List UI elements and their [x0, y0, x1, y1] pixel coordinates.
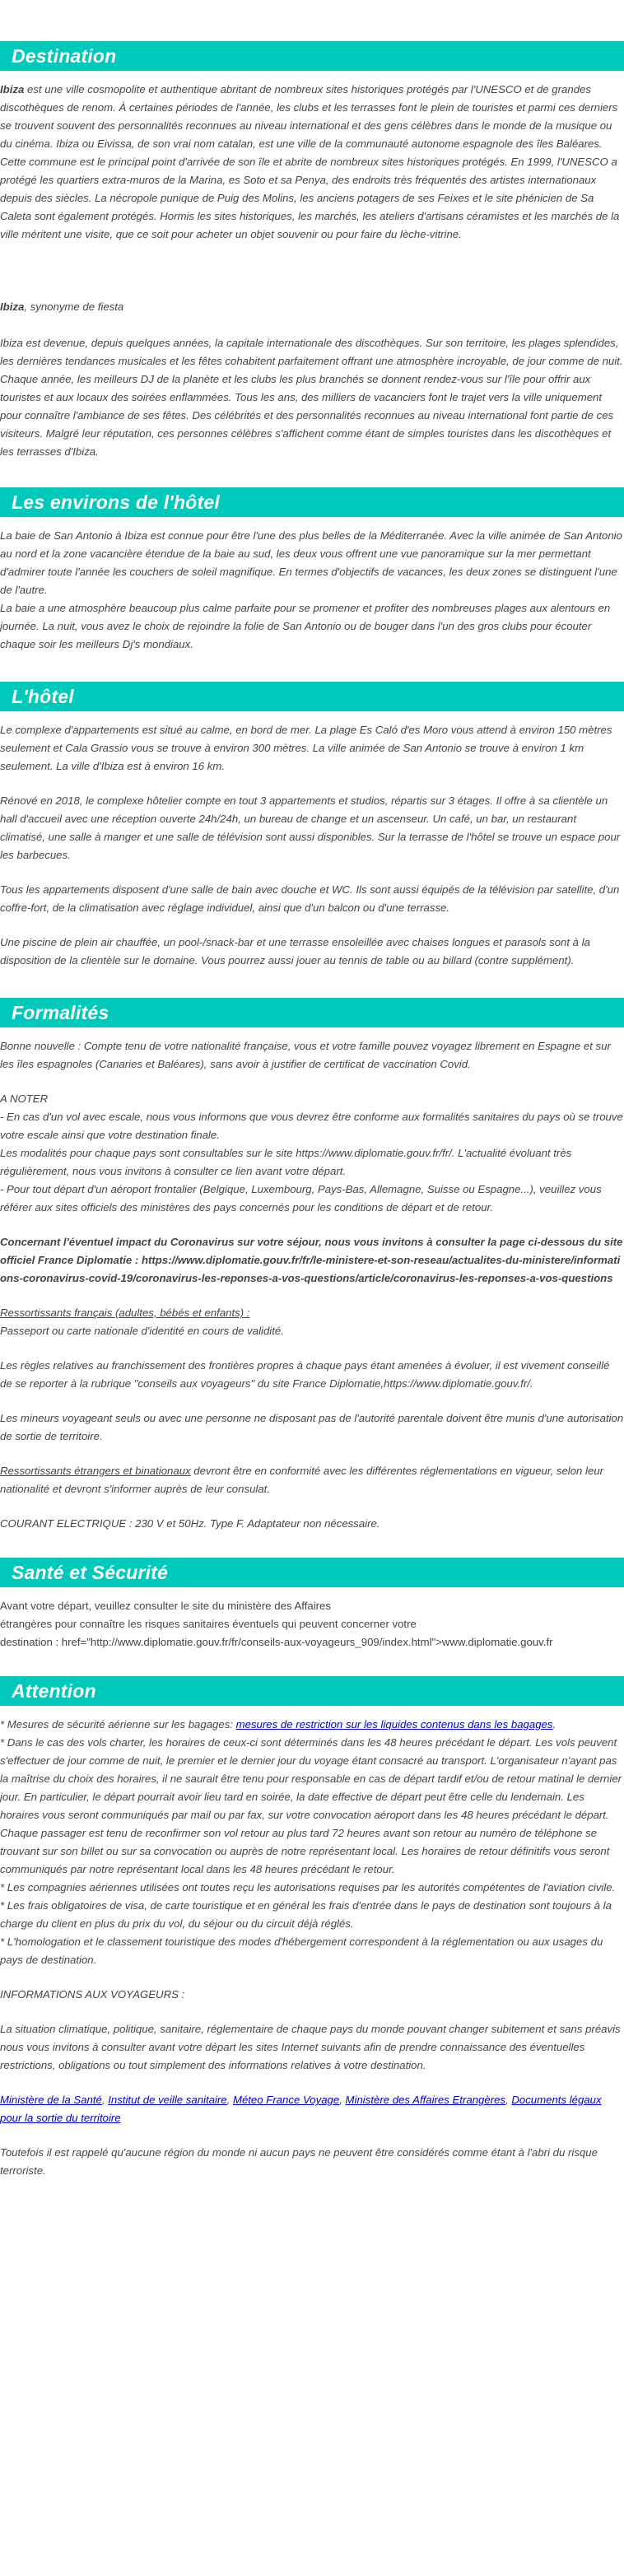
- paragraph: Toutefois il est rappelé qu'aucune région du monde ni aucun pays ne peuvent être considérés comme étant à l'abri du risque terroriste.: [0, 2146, 598, 2177]
- section-formalites: [0, 970, 624, 1533]
- section-banner-hotel: [0, 682, 624, 711]
- measure-item: * Dans le cas des vols charter, les horaires de ceux-ci sont déterminés dans les 48 heures précédant le départ. Les vols peuvent s'effectuer de jour comme de nuit, le premier et le dernier jour du voyage étant consacré au transport. L'organisateur n'ayant pas la maîtrise du choix des horaires, il ne saurait être tenu pour responsable en cas de départ tardif et/ou de retour matinal le dernier jour. En particulier, le départ pourrait avoir lieu tard en soirée, la date effective de départ peut être celle du lendemain. Les horaires vous seront communiqués par mail ou par fax, sur votre convocation aéroport dans les 48 heures précédant le départ. Chaque passager est tenu de reconfirmer son vol retour au plus tard 72 heures avant son retour au numéro de téléphone se trouvant sur son billet ou sur sa convocation ou auprès de notre représentant local. Les horaires de retour définitifs vous seront communiqués par notre représentant local dans les 48 heures précédant le retour.: [0, 1736, 622, 1875]
- section-title: Les environs de l'hôtel: [12, 491, 220, 513]
- section-title: L'hôtel: [12, 685, 74, 707]
- section-destination: [0, 0, 624, 461]
- section-sante: [0, 1533, 624, 1651]
- section-banner-sante: [0, 1558, 624, 1587]
- french-nationals-title: Ressortissants français (adultes, bébés et enfants) :: [0, 1307, 250, 1319]
- paragraph: Tous les appartements disposent d'une salle de bain avec douche et WC. Ils sont aussi équipés de la télévision par satellite, d'un coffre-fort, de la climatisation avec réglage individuel, ainsi que d'un balcon ou d'une terrasse.: [0, 883, 620, 914]
- note-item: Les modalités pour chaque pays sont consultables sur le site https://www.diplomatie.gouv.fr/fr/. L'actualité évoluant très régulièrement, nous vous invitons à consulter ce lien avant votre départ.: [0, 1147, 572, 1177]
- note-title: A NOTER: [0, 1092, 49, 1105]
- section-banner-attention: [0, 1676, 624, 1706]
- section-title: Destination: [12, 44, 117, 67]
- paragraph: Passeport ou carte nationale d'identité en cours de validité.: [0, 1325, 284, 1337]
- foreign-nationals-title: Ressortissants étrangers et binationaux: [0, 1465, 191, 1477]
- paragraph: est une ville cosmopolite et authentique abritant de nombreux sites historiques protégés par l'UNESCO et de grandes discothèques de renom. À certaines périodes de l'année, les clubs et les terrasses font le plein de touristes et parmi ces derniers se trouvent souvent des personnalités reconnues au niveau international et des gens célèbres dans le monde de la musique ou du cinéma. Ibiza ou Eivissa, de son vrai nom catalan, est une ville de la communauté autonome espagnole des îles Baléares. Cette commune est le principal point d'arrivée de son île et abrite de nombreux sites historiques protégés. En 1999, l'UNESCO a protégé les quartiers extra-muros de la Marina, es Soto et sa Penya, des endroits très fréquentés des artistes internationaux depuis des siècles. La nécropole punique de Puig des Molins, les anciens potagers de ses Feixes et le site phénicien de Sa Caleta sont également protégés. Hormis les sites historiques, les marchés, les ateliers d'artisans céramistes et les marchés de la ville méritent une visite, que ce soit pour acheter un objet souvenir ou pour faire du lèche-vitrine.: [0, 83, 620, 240]
- section-title: Attention: [12, 1679, 96, 1702]
- meteo-voyage-link[interactable]: Méteo France Voyage: [232, 2094, 340, 2106]
- note-item: - En cas d'un vol avec escale, nous vous informons que vous devrez être conforme aux formalités sanitaires du pays où se trouve votre escale ainsi que votre destination finale.: [0, 1111, 623, 1141]
- paragraph: Rénové en 2018, le complexe hôtelier compte en tout 3 appartements et studios, répartis sur 3 étages. Il offre à sa clientèle un hall d'accueil avec une réception ouverte 24h/24h, un bureau de change et un ascenseur. Un café, un bar, un restaurant climatisé, une salle à manger et une salle de télévision sont aussi disponibles. Sur la terrasse de l'hôtel se trouve un espace pour les barbecues.: [0, 794, 621, 861]
- paragraph-line: destination : href="http://www.diplomatie.gouv.fr/fr/conseils-aux-voyageurs_909/index.html">www.diplomatie.gouv.fr: [0, 1636, 553, 1648]
- section-content: [0, 1027, 624, 1533]
- measure-text: * Mesures de sécurité aérienne sur les bagages:: [0, 1718, 236, 1731]
- highlight-word: Ibiza: [0, 83, 25, 95]
- legal-documents-link[interactable]: Documents légaux pour la sortie du territoire: [0, 2094, 602, 2124]
- paragraph: Une piscine de plein air chauffée, un pool-/snack-bar et une terrasse ensoleillée avec chaises longues et parasols sont à la disposition de la clientèle sur le domaine. Vous pourrez aussi jouer au tennis de table ou au billard (contre supplément).: [0, 936, 590, 967]
- paragraph-line: Avant votre départ, veuillez consulter le site du ministère des Affaires: [0, 1600, 331, 1612]
- section-banner-formalites: [0, 998, 624, 1027]
- paragraph: Ibiza est devenue, depuis quelques années, la capitale internationale des discothèques. Sur son territoire, les plages splendides, les dernières tendances musicales et les fêtes cohabitent parfaitement offrant une atmosphère incroyable, de jour comme de nuit. Chaque année, les meilleurs DJ de la planète et les clubs les plus branchés se donnent rendez-vous sur l'île pour offrir aux touristes et aux locaux des soirées enflammées. Tous les ans, des milliers de vacanciers font le trajet vers la ville uniquement pour connaître l'ambiance de ses fêtes. Des célébrités et des personnalités reconnues au niveau international font partie de ces visiteurs. Malgré leur réputation, ces personnes célèbres s'affichent comme étant de simples touristes dans les discothèques et les terrasses d'Ibiza.: [0, 337, 623, 458]
- paragraph: La situation climatique, politique, sanitaire, réglementaire de chaque pays du monde pouvant changer subitement et sans préavis nous vous invitons à consulter avant votre départ les sites Internet suivants afin de prendre connaissance des éventuelles restrictions, obligations ou tout simplement des informations relatives à votre destination.: [0, 2023, 621, 2071]
- paragraph: Les règles relatives au franchissement des frontières propres à chaque pays étant amenées à évoluer, il est vivement conseillé de se reporter à la rubrique "conseils aux voyageurs" du site France Diplomatie,https://www.diplomatie.gouv.fr/.: [0, 1359, 610, 1390]
- section-banner-destination: [0, 41, 624, 71]
- section-title: Santé et Sécurité: [12, 1561, 169, 1583]
- section-content: [0, 711, 624, 970]
- section-attention: [0, 1651, 624, 2180]
- health-ministry-link[interactable]: Ministère de la Santé: [0, 2094, 102, 2106]
- measure-item: * Les compagnies aériennes utilisées ont toutes reçu les autorisations requises par les autorités compétentes de l'aviation civile.: [0, 1881, 616, 1894]
- measure-text: .: [552, 1718, 556, 1731]
- measure-item: * Les frais obligatoires de visa, de carte touristique et en général les frais d'entrée dans le pays de destination sont toujours à la charge du client en plus du prix du vol, du séjour ou du circuit déjà réglés.: [0, 1899, 612, 1930]
- section-hotel: [0, 654, 624, 970]
- note-item: - Pour tout départ d'un aéroport frontalier (Belgique, Luxembourg, Pays-Bas, Allemagne, Suisse ou Espagne...), veuillez vous référer aux sites officiels des ministères des pays concernés pour les conditions de départ et de retour.: [0, 1183, 602, 1213]
- liquids-restriction-link[interactable]: mesures de restriction sur les liquides contenus dans les bagages: [235, 1718, 553, 1731]
- paragraph: devront être en conformité avec les différentes réglementations en vigueur, selon leur nationalité et devront s'informer auprès de leur consulat.: [0, 1465, 604, 1495]
- section-content: [0, 1587, 624, 1651]
- paragraph: Bonne nouvelle : Compte tenu de votre nationalité française, vous et votre famille pouvez voyagez librement en Espagne et sur les îles espagnoles (Canaries et Baléares), sans avoir à justifier de certificat de vaccination Covid.: [0, 1040, 611, 1070]
- foreign-affairs-link[interactable]: Ministère des Affaires Etrangères: [345, 2094, 506, 2106]
- info-title: INFORMATIONS AUX VOYAGEURS :: [0, 1988, 185, 2001]
- paragraph: La baie de San Antonio à Ibiza est connue pour être l'une des plus belles de la Méditerranée. Avec la ville animée de San Antonio au nord et la zone vacancière étendue de la baie au sud, les deux vous offrent une vue panoramique sur la mer permettant d'admirer toute l'année les couchers de soleil magnifique. En termes d'objectifs de vacances, les deux zones se distinguent l'une de l'autre.: [0, 529, 622, 596]
- section-banner-environs: [0, 487, 624, 517]
- section-title: Formalités: [12, 1001, 109, 1023]
- measure-item: * L'homologation et le classement touristique des modes d'hébergement correspondent à la réglementation ou aux usages du pays de destination.: [0, 1935, 603, 1966]
- paragraph-line: étrangères pour connaître les risques sanitaires éventuels qui peuvent concerner votre: [0, 1618, 417, 1630]
- subtitle-text: , synonyme de fiesta: [24, 300, 124, 313]
- electric-info: COURANT ELECTRIQUE : 230 V et 50Hz. Type F. Adaptateur non nécessaire.: [0, 1517, 380, 1530]
- paragraph: La baie a une atmosphère beaucoup plus calme parfaite pour se promener et profiter des nombreuses plages aux alentours en journée. La nuit, vous avez le choix de rejoindre la folie de San Antonio ou de bouger dans l'un des gros clubs pour écouter chaque soir les meilleurs Dj's mondiaux.: [0, 602, 611, 650]
- section-environs: [0, 461, 624, 654]
- section-content: [0, 71, 624, 461]
- paragraph: Le complexe d'appartements est situé au calme, en bord de mer. La plage Es Caló d'es Moro vous attend à environ 150 mètres seulement et Cala Grassio vous se trouve à environ 300 mètres. La ville animée de San Antonio se trouve à environ 1 km seulement. La ville d'Ibiza est à environ 16 km.: [0, 724, 612, 772]
- coronavirus-notice: Concernant l'éventuel impact du Coronavirus sur votre séjour, nous vous invitons à consulter la page ci-dessous du site officiel France Diplomatie : https://www.diplomatie.gouv.fr/fr/le-ministere-et-son-reseau/actualites-du-ministere/informations-coronavirus-covid-19/coronavirus-les-reponses-a-vos-questions/article/coronavirus-les-reponses-a-vos-questions: [0, 1236, 623, 1284]
- paragraph: Les mineurs voyageant seuls ou avec une personne ne disposant pas de l'autorité parentale doivent être munis d'une autorisation de sortie de territoire.: [0, 1412, 624, 1442]
- highlight-word: Ibiza: [0, 300, 25, 313]
- section-content: [0, 517, 624, 654]
- health-watch-link[interactable]: Institut de veille sanitaire: [108, 2094, 227, 2106]
- useful-links: Ministère de la Santé, Institut de veille sanitaire, Méteo France Voyage, Ministère des Affaires Etrangères, Documents légaux pour la sortie du territoire: [0, 2094, 602, 2124]
- section-content: [0, 1706, 624, 2180]
